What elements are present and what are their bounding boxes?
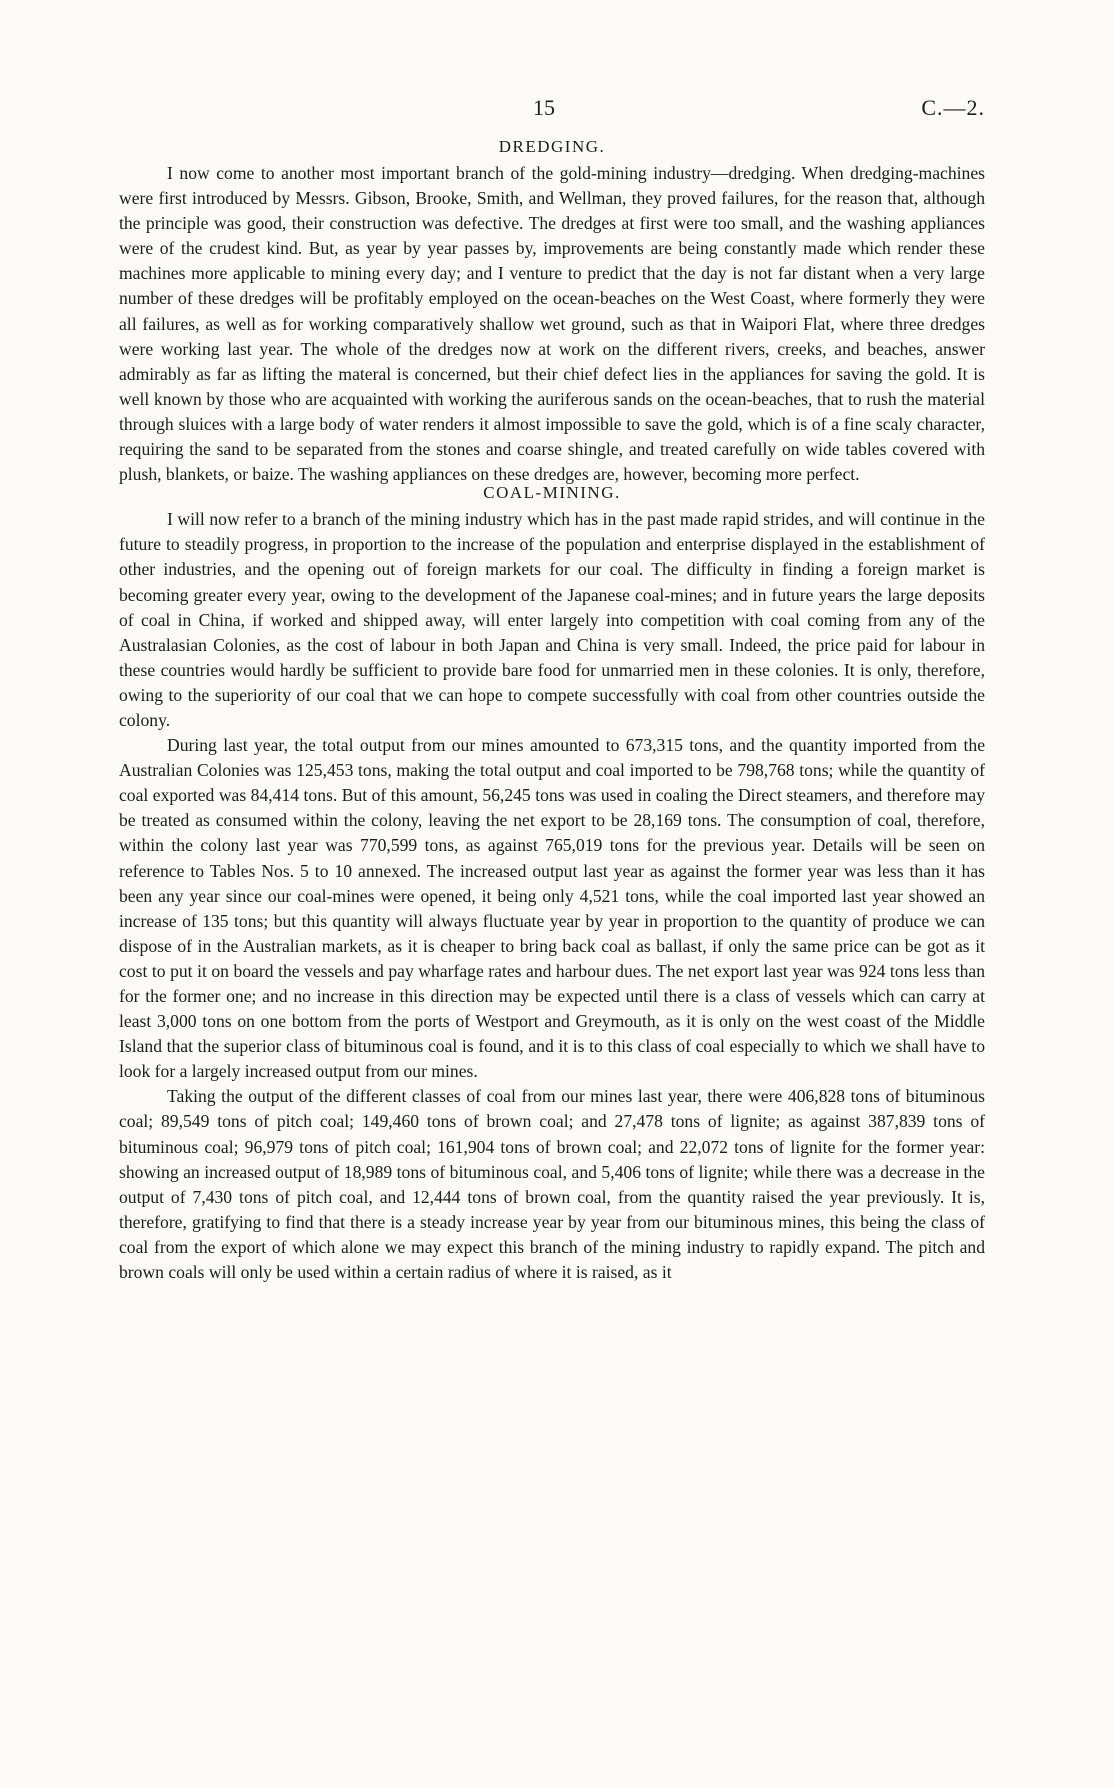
paragraph: I now come to another most important branch of the gold-mining industry—dredging. When dredging-machines were first introduced by Messrs. Gibson, Brooke, Smith, and Wellman, they proved failures, for the reason that, although the principle was good, their construction was defective. The dredges at first were too small, and the washing appliances were of the crudest kind. But, as year by year passes by, improvements are being constantly made which render these machines more applicable to mining every day; and I venture to predict that the day is not far distant when a very large number of these dredges will be profitably employed on the ocean-beaches on the West Coast, where formerly they were all failures, as well as for working comparatively shallow wet ground, such as that in Waipori Flat, where three dredges were working last year. The whole of the dredges now at work on the different rivers, creeks, and beaches, answer admirably as far as lifting the materal is concerned, but their chief defect lies in the appliances for saving the gold. It is well known by those who are acquainted with working the auriferous sands on the ocean-beaches, that to rush the material through sluices with a large body of water renders it almost impossible to save the gold, which is of a fine scaly character, requiring the sand to be separated from the stones and coarse shingle, and treated carefully on wide tables covered with plush, blankets, or baize. The washing appliances on these dredges are, however, becoming more perfect. [119,163,985,485]
section-heading: COAL-MINING. [483,483,621,503]
page-header [119,95,985,131]
document-reference: C.—2. [921,95,985,120]
document-page [119,95,985,1285]
paragraph: I will now refer to a branch of the mining industry which has in the past made rapid strides, and will continue in the future to steadily progress, in proportion to the increase of the population and enterprise displayed in the establishment of other industries, and the opening out of foreign markets for our coal. The difficulty in finding a foreign market is becoming greater every year, owing to the development of the Japanese coal-mines; and in future years the large deposits of coal in China, if worked and shipped away, will enter largely into competition with coal coming from any of the Australasian Colonies, as the cost of labour in both Japan and China is very small. Indeed, the price paid for labour in these countries would hardly be sufficient to provide bare food for unmarried men in these colonies. It is only, therefore, owing to the superiority of our coal that we can hope to compete successfully with coal from other countries outside the colony. [119,509,985,730]
paragraph: During last year, the total output from our mines amounted to 673,315 tons, and the quantity imported from the Australian Colonies was 125,453 tons, making the total output and coal imported to be 798,768 tons; while the quantity of coal exported was 84,414 tons. But of this amount, 56,245 tons was used in coaling the Direct steamers, and therefore may be treated as consumed within the colony, leaving the net export to be 28,169 tons. The consumption of coal, therefore, within the colony last year was 770,599 tons, as against 765,019 tons for the previous year. Details will be seen on reference to Tables Nos. 5 to 10 annexed. The increased output last year as against the former year was less than it has been any year since our coal-mines were opened, it being only 4,521 tons, while the coal imported last year showed an increase of 135 tons; but this quantity will always fluctuate year by year in proportion to the quantity of produce we can dispose of in the Australian markets, as it is cheaper to bring back coal as ballast, if only the same price can be got as it cost to put it on board the vessels and pay wharfage rates and harbour dues. The net export last year was 924 tons less than for the former one; and no increase in this direction may be expected until there is a class of vessels which can carry at least 3,000 tons on one bottom from the ports of Westport and Greymouth, as it is only on the west coast of the Middle Island that the superior class of bituminous coal is found, and it is to this class of coal especially to which we shall have to look for a largely increased output from our mines. [119,735,985,1082]
section-dredging [119,137,985,487]
page-number: 15 [533,95,555,120]
paragraph: Taking the output of the different classes of coal from our mines last year, there were 406,828 tons of bituminous coal; 89,549 tons of pitch coal; 149,460 tons of brown coal; and 27,478 tons of lignite; as against 387,839 tons of bituminous coal; 96,979 tons of pitch coal; 161,904 tons of brown coal; and 22,072 tons of lignite for the former year: showing an increased output of 18,989 tons of bituminous coal, and 5,406 tons of lignite; while there was a decrease in the output of 7,430 tons of pitch coal, and 12,444 tons of brown coal, from the quantity raised the year previously. It is, therefore, gratifying to find that there is a steady increase year by year from our bituminous mines, this being the class of coal from the export of which alone we may expect this branch of the mining industry to rapidly expand. The pitch and brown coals will only be used within a certain radius of where it is raised, as it [119,1086,985,1283]
section-heading: DREDGING. [498,137,606,156]
section-coal-mining [119,483,985,1285]
